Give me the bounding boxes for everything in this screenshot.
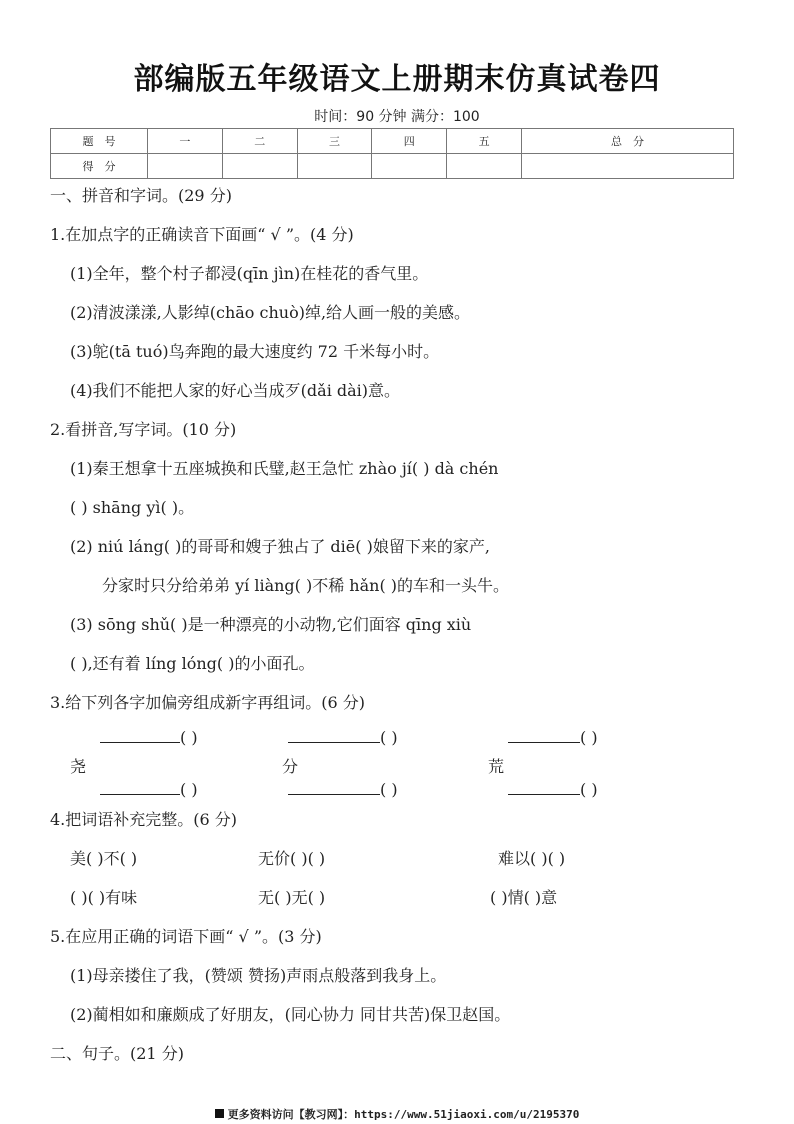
answer-group [508, 726, 598, 747]
question-item: ( ),还有着 líng lóng( )的小面孔。 [70, 654, 315, 673]
score-header-cell: 二 [222, 129, 297, 154]
idiom-fill: ( )( )有味 [70, 888, 138, 907]
score-header-cell: 三 [297, 129, 372, 154]
answer-group [288, 726, 398, 747]
idiom-fill: ( )情( )意 [490, 888, 558, 907]
word-paren[interactable]: ( ) [180, 728, 198, 747]
score-header-cell: 五 [447, 129, 522, 154]
answer-blank[interactable] [508, 726, 580, 743]
question-item: 分家时只分给弟弟 yí liàng( )不稀 hǎn( )的车和一头牛。 [102, 576, 510, 595]
question-item: (1)母亲搂住了我，(赞颂 赞扬)声雨点般落到我身上。 [70, 966, 447, 985]
answer-blank[interactable] [288, 726, 380, 743]
answer-group [508, 778, 598, 799]
idiom-fill: 美( )不( ) [70, 849, 138, 868]
idiom-fill: 无价( )( ) [258, 849, 326, 868]
question-item: (1)秦王想拿十五座城换和氏璧,赵王急忙 zhào jí( ) dà chén [70, 459, 499, 478]
score-header-cell: 题 号 [51, 129, 148, 154]
footer [0, 1106, 794, 1122]
score-header-cell: 一 [148, 129, 223, 154]
score-cell[interactable] [297, 154, 372, 179]
exam-info: 时间：90 分钟 满分：100 [314, 109, 480, 125]
score-header-cell: 四 [372, 129, 447, 154]
score-cell[interactable] [222, 154, 297, 179]
question-item: (3) sōng shǔ( )是一种漂亮的小动物,它们面容 qīng xiù [70, 615, 472, 634]
score-table [50, 128, 734, 179]
question-item: (2) niú láng( )的哥哥和嫂子独占了 diē( )娘留下来的家产, [70, 537, 490, 556]
question-item: (2)清波漾漾,人影绰(chāo chuò)绰,给人画一般的美感。 [70, 303, 471, 322]
question-heading: 2.看拼音,写字词。(10 分) [50, 420, 237, 439]
question-heading: 5.在应用正确的词语下画“ √ ”。(3 分) [50, 927, 322, 946]
score-row-label: 得 分 [51, 154, 148, 179]
question-item: (1)全年，整个村子都浸(qīn jìn)在桂花的香气里。 [70, 264, 429, 283]
word-paren[interactable]: ( ) [180, 780, 198, 799]
question-item: (3)鸵(tā tuó)鸟奔跑的最大速度约 72 千米每小时。 [70, 342, 440, 361]
word-paren[interactable]: ( ) [380, 780, 398, 799]
question-heading: 4.把词语补充完整。(6 分) [50, 810, 238, 829]
score-cell[interactable] [447, 154, 522, 179]
section-heading: 一、拼音和字词。(29 分) [50, 186, 232, 205]
question-item: (4)我们不能把人家的好心当成歹(dǎi dài)意。 [70, 381, 401, 400]
score-cell[interactable] [372, 154, 447, 179]
section-heading: 二、句子。(21 分) [50, 1044, 184, 1063]
page-title: 部编版五年级语文上册期末仿真试卷四 [133, 62, 661, 97]
answer-blank[interactable] [100, 778, 180, 795]
answer-group [100, 778, 198, 799]
base-character: 荒 [488, 757, 505, 776]
score-cell[interactable] [148, 154, 223, 179]
footer-link[interactable]: 更多资料访问【教习网】：https://www.51jiaoxi.com/u/2195370 [227, 1108, 580, 1121]
score-header-cell: 总 分 [521, 129, 733, 154]
idiom-fill: 无( )无( ) [258, 888, 326, 907]
word-paren[interactable]: ( ) [580, 780, 598, 799]
answer-blank[interactable] [100, 726, 180, 743]
answer-blank[interactable] [288, 778, 380, 795]
flag-icon [215, 1109, 224, 1118]
question-heading: 1.在加点字的正确读音下面画“ √ ”。(4 分) [50, 225, 354, 244]
question-item: (2)蔺相如和廉颇成了好朋友，(同心协力 同甘共苦)保卫赵国。 [70, 1005, 511, 1024]
question-heading: 3.给下列各字加偏旁组成新字再组词。(6 分) [50, 693, 366, 712]
base-character: 尧 [70, 757, 87, 776]
answer-group [100, 726, 198, 747]
question-item: ( ) shāng yì( )。 [70, 498, 195, 517]
score-table-score-row [51, 154, 734, 179]
base-character: 分 [282, 757, 299, 776]
word-paren[interactable]: ( ) [580, 728, 598, 747]
score-table-header-row [51, 129, 734, 154]
idiom-fill: 难以( )( ) [498, 849, 566, 868]
answer-group [288, 778, 398, 799]
score-cell[interactable] [521, 154, 733, 179]
answer-blank[interactable] [508, 778, 580, 795]
word-paren[interactable]: ( ) [380, 728, 398, 747]
